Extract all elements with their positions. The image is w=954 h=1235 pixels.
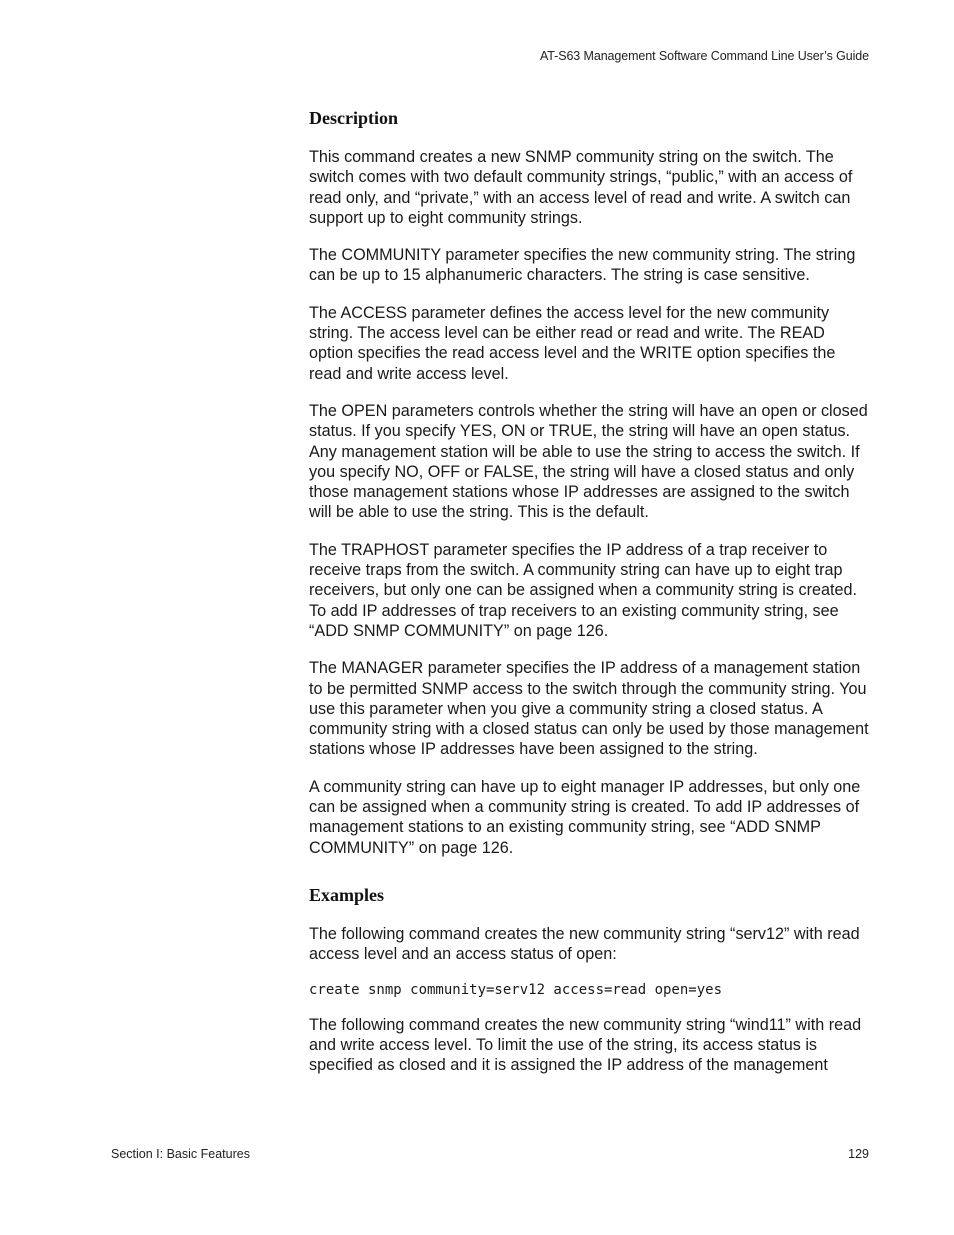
- paragraph-manager-limit: A community string can have up to eight manager IP addresses, but only one can be assigned when a community string is created. To add IP addresses of management stations to an existing community string, see “ADD SNMP COMMUNITY” on page 126.: [309, 777, 861, 857]
- section-heading-examples: Examples: [309, 884, 385, 905]
- paragraph-open-parameter: The OPEN parameters controls whether the string will have an open or closed status. If you specify YES, ON or TRUE, the string will have an open status. Any management station will be able to use the string to access the switch. If you specify NO, OFF or FALSE, the string will have a closed status and only those management stations whose IP addresses are assigned to the switch will be able to use the string. This is the default.: [309, 401, 868, 522]
- paragraph-overview: This command creates a new SNMP community string on the switch. The switch comes with two default community strings, “public,” with an access of read only, and “private,” with an access level of read and write. A switch can support up to eight community strings.: [309, 148, 853, 227]
- paragraph-access-parameter: The ACCESS parameter defines the access level for the new community string. The access level can be either read or read and write. The READ option specifies the read access level and the WRITE option specifies the read and write access level.: [309, 303, 836, 383]
- footer-page-number: 129: [848, 1147, 869, 1161]
- footer-section-label: Section I: Basic Features: [111, 1147, 250, 1161]
- paragraph-traphost-parameter: The TRAPHOST parameter specifies the IP address of a trap receiver to receive traps from the switch. A community string can have up to eight trap receivers, but only one can be assigned when a community string is created. To add IP addresses of trap receivers to an existing community string, see “ADD SNMP COMMUNITY” on page 126.: [309, 540, 857, 640]
- running-header-title: AT-S63 Management Software Command Line User’s Guide: [540, 49, 869, 63]
- paragraph-community-parameter: The COMMUNITY parameter specifies the new community string. The string can be up to 15 alphanumeric characters. The string is case sensitive.: [309, 246, 856, 285]
- page-body: [309, 106, 871, 1092]
- example-command-1: create snmp community=serv12 access=read open=yes: [309, 981, 723, 998]
- example-intro-1: The following command creates the new community string “serv12” with read access level and an access status of open:: [309, 924, 860, 964]
- example-intro-2: The following command creates the new community string “wind11” with read and write access level. To limit the use of the string, its access status is specified as closed and it is assigned the IP address of the management: [309, 1015, 862, 1075]
- section-heading-description: Description: [309, 108, 398, 128]
- paragraph-manager-parameter: The MANAGER parameter specifies the IP address of a management station to be permitted SNMP access to the switch through the community string. You use this parameter when you give a community string a closed status. A community string with a closed status can only be used by those management stations whose IP addresses have been assigned to the string.: [309, 659, 869, 759]
